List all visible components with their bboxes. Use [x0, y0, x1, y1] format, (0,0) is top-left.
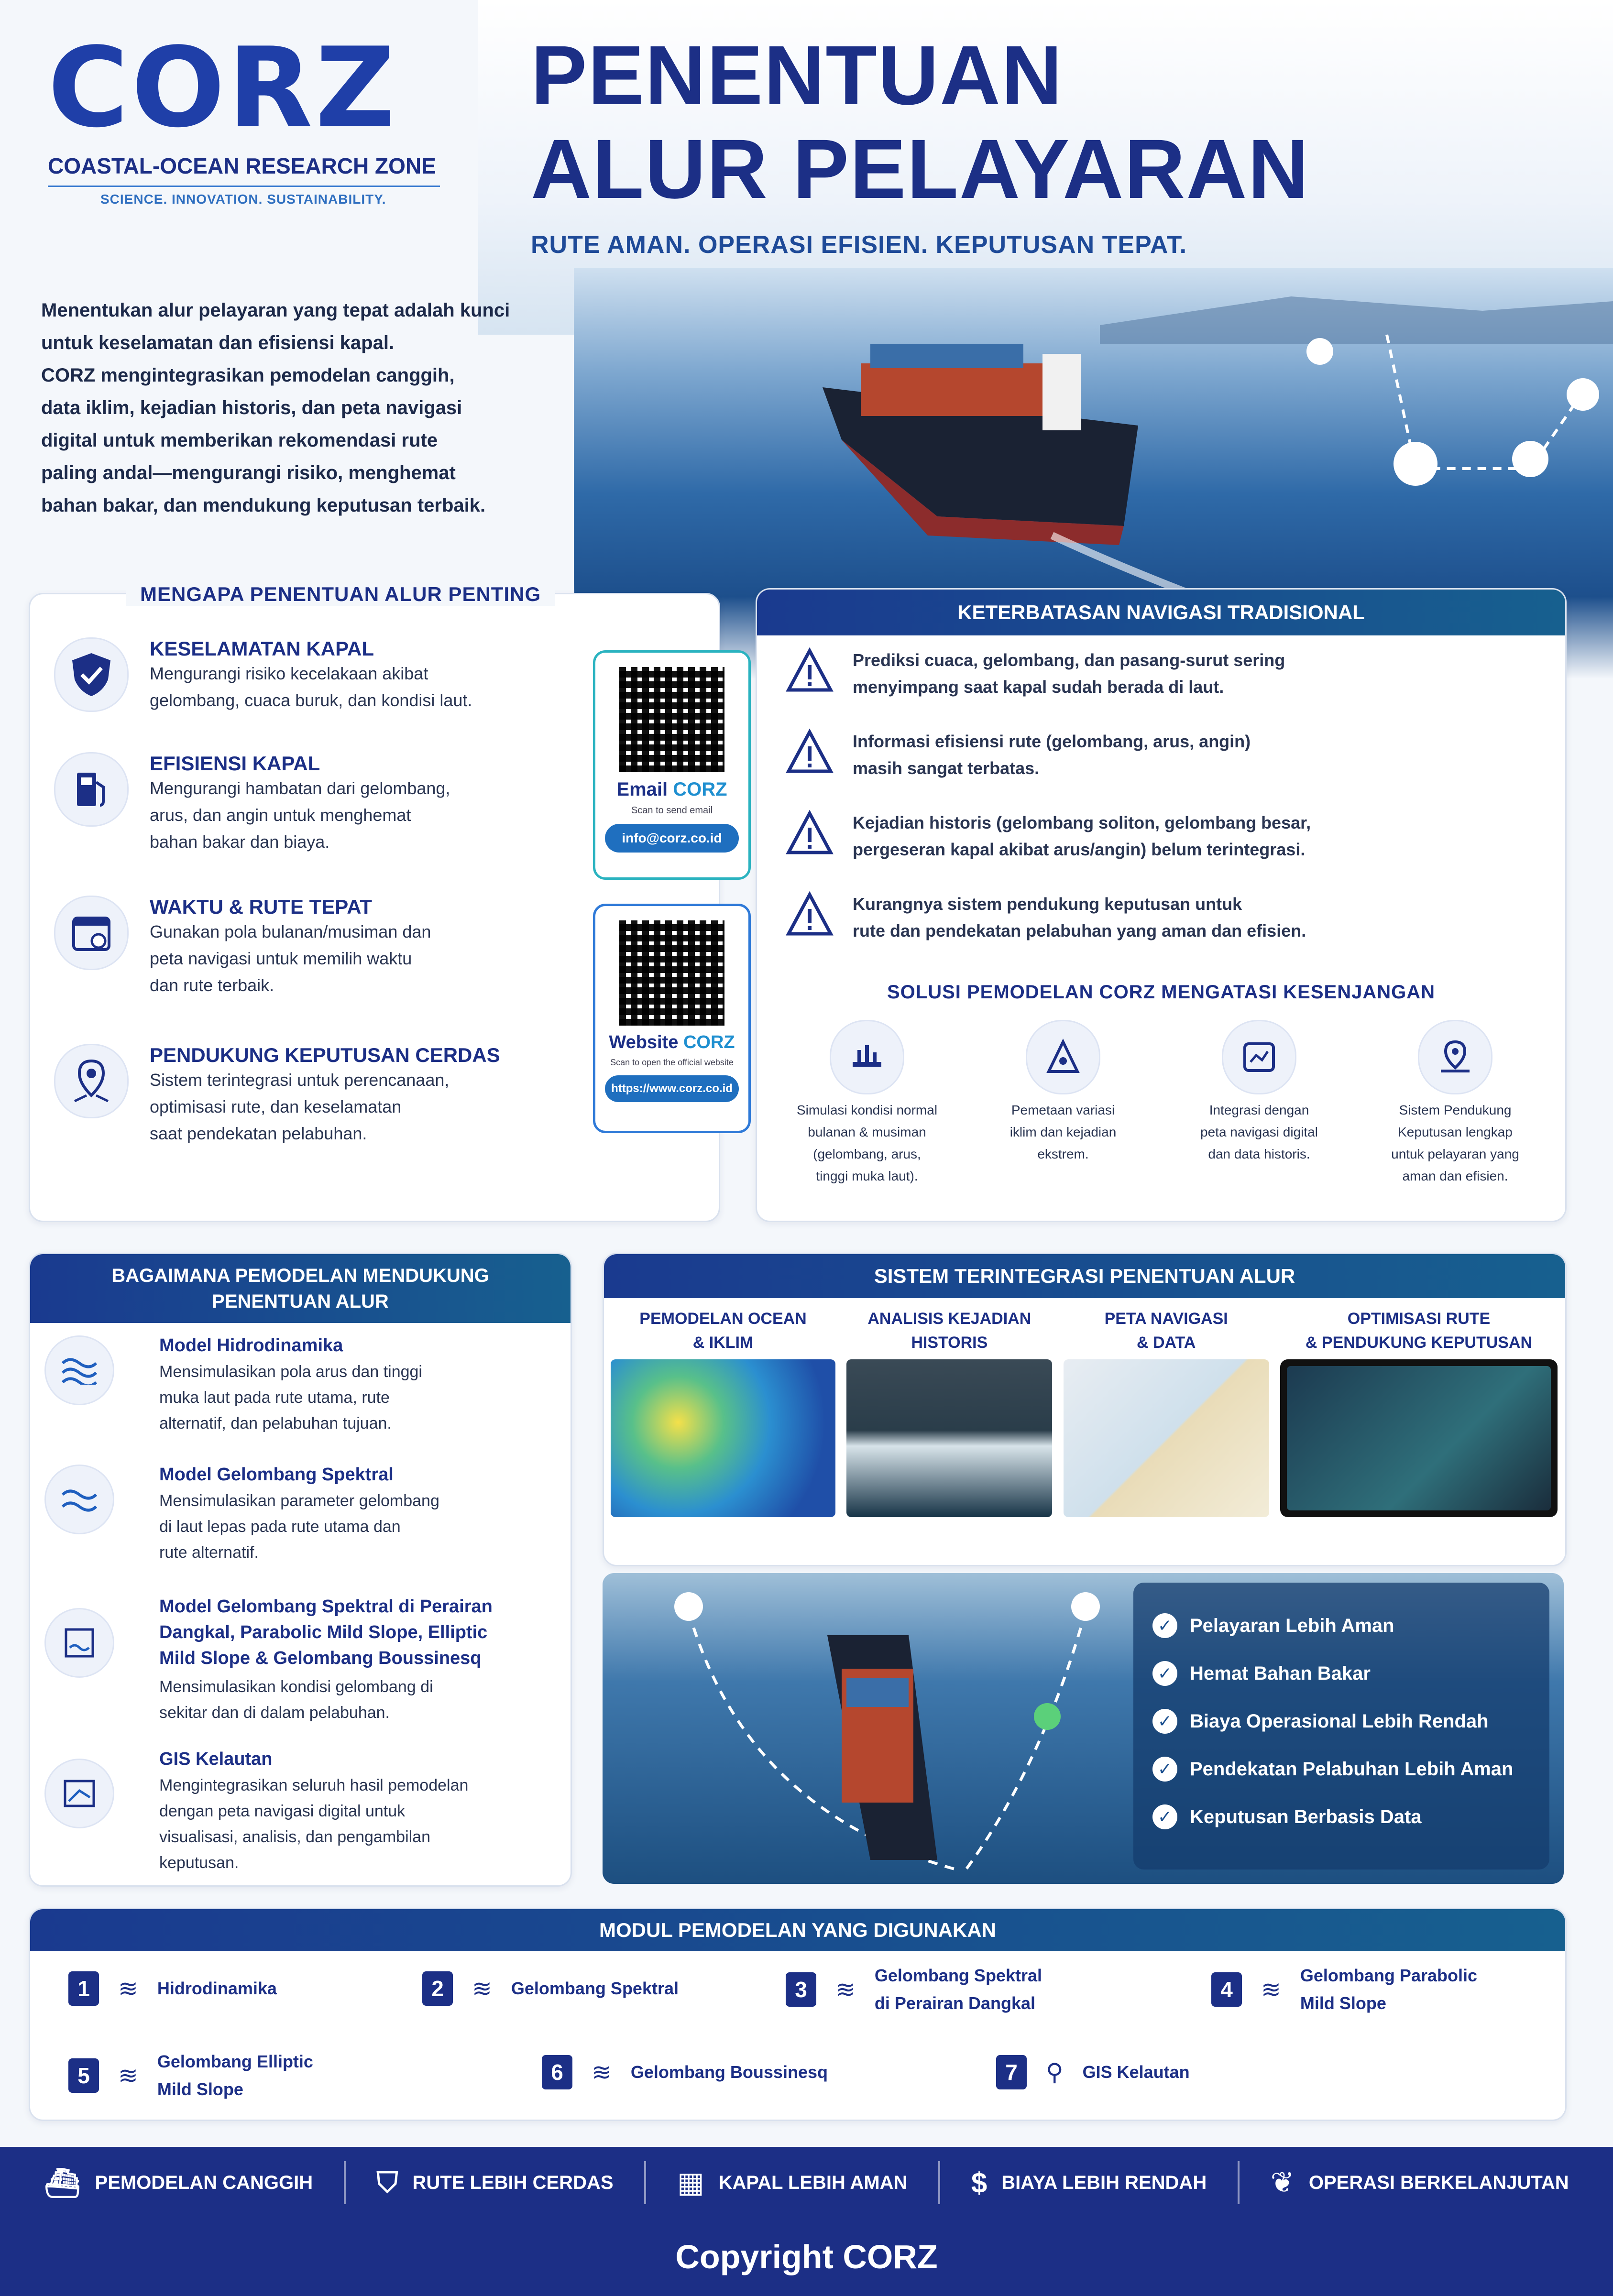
footer-item [377, 2166, 614, 2199]
solution-text: peta navigasi digital [1200, 1125, 1318, 1139]
module-number: 3 [786, 1972, 816, 2007]
building-icon: ▦ [677, 2166, 704, 2198]
benefit-item [1152, 1793, 1530, 1841]
limit-item [786, 728, 1251, 782]
check-circle-icon: ✓ [1152, 1757, 1177, 1782]
wave-icon: ≋ [472, 1975, 492, 2002]
ocean-model-image [611, 1359, 835, 1517]
solution-text: (gelombang, arus, [813, 1147, 921, 1161]
system-panel-title: PEMODELAN OCEAN [639, 1310, 807, 1328]
qr-website-card[interactable] [593, 904, 751, 1133]
how-item-desc: di laut lepas pada rute utama dan [159, 1518, 401, 1536]
qr-email-label: Email [616, 779, 673, 800]
gis-pin-icon: ⚲ [1046, 2059, 1064, 2086]
limit-item [786, 647, 1285, 700]
intro-line: digital untuk memberikan rekomendasi rute [41, 430, 438, 451]
integration-icon [1222, 1020, 1296, 1094]
benefit-item [1152, 1650, 1530, 1697]
page-title-line2: ALUR PELAYARAN [531, 122, 1310, 216]
check-circle-icon: ✓ [1152, 1613, 1177, 1638]
shield-check-icon [54, 637, 129, 712]
intro-line: untuk keselamatan dan efisiensi kapal. [41, 332, 395, 353]
wave-icon: ≋ [835, 1976, 856, 2003]
module-number: 6 [542, 2055, 572, 2089]
module-number: 1 [68, 1971, 99, 2006]
module-item [68, 1971, 277, 2006]
footer-label: OPERASI BERKELANJUTAN [1308, 2172, 1569, 2193]
how-title-line: PENENTUAN ALUR [212, 1291, 389, 1312]
module-label: Gelombang Parabolic [1300, 1966, 1477, 1985]
module-item [68, 2048, 313, 2103]
waves-icon [44, 1335, 114, 1405]
qr-code-email[interactable] [619, 667, 724, 772]
warning-icon [786, 809, 834, 857]
wave-icon: ≋ [592, 2059, 612, 2086]
check-circle-icon: ✓ [1152, 1709, 1177, 1734]
limits-card [756, 588, 1567, 1222]
warning-icon [786, 647, 834, 695]
warning-icon [786, 891, 834, 939]
wave-icon: ≋ [118, 2062, 138, 2089]
how-title-line: BAGAIMANA PEMODELAN MENDUKUNG [111, 1265, 489, 1286]
how-item-desc: Mensimulasikan pola arus dan tinggi [159, 1363, 422, 1381]
system-panel [611, 1307, 835, 1517]
intro-line: bahan bakar, dan mendukung keputusan terbaik. [41, 495, 486, 516]
copyright: Copyright CORZ [675, 2238, 938, 2275]
footer-label: BIAYA LEBIH RENDAH [1001, 2172, 1207, 2193]
solutions-title: SOLUSI PEMODELAN CORZ MENGATASI KESENJANGAN [887, 982, 1436, 1003]
footer-label: RUTE LEBIH CERDAS [412, 2172, 614, 2193]
logo-name: COASTAL-OCEAN RESEARCH ZONE [48, 153, 436, 178]
qr-email-hint: Scan to send email [631, 805, 713, 816]
module-item [422, 1971, 679, 2006]
gis-map-icon [44, 1759, 114, 1828]
solution-item [776, 1020, 958, 1187]
decision-icon [1418, 1020, 1492, 1094]
why-item-desc: gelombang, cuaca buruk, dan kondisi laut. [150, 690, 472, 710]
module-number: 2 [422, 1971, 453, 2006]
how-item-title: GIS Kelautan [159, 1749, 273, 1769]
why-item-desc: arus, dan angin untuk menghemat [150, 805, 411, 825]
footer-item [677, 2166, 908, 2199]
system-panel [1280, 1307, 1558, 1517]
dollar-icon: $ [971, 2166, 988, 2199]
why-item-desc: bahan bakar dan biaya. [150, 832, 330, 852]
system-card [603, 1253, 1567, 1566]
intro-line: CORZ mengintegrasikan pemodelan canggih, [41, 365, 455, 386]
why-item-title: WAKTU & RUTE TEPAT [150, 896, 373, 918]
system-panel-title: ANALISIS KEJADIAN [867, 1310, 1031, 1328]
system-title: SISTEM TERINTEGRASI PENENTUAN ALUR [604, 1254, 1565, 1298]
email-address-link[interactable]: info@corz.co.id [605, 824, 739, 853]
harbor-icon [44, 1608, 114, 1678]
module-label: Gelombang Spektral [874, 1966, 1042, 1985]
why-item-desc: Mengurangi hambatan dari gelombang, [150, 778, 450, 798]
solution-text: dan data historis. [1208, 1147, 1310, 1161]
check-circle-icon: ✓ [1152, 1661, 1177, 1686]
limit-text: Kurangnya sistem pendukung keputusan untuk [853, 894, 1242, 914]
why-item [54, 1044, 500, 1143]
module-label: Gelombang Spektral [511, 1979, 679, 1998]
shield-icon: ⛉ [376, 2166, 398, 2198]
limit-text: Prediksi cuaca, gelombang, dan pasang-surut sering [853, 650, 1285, 670]
header [531, 29, 1310, 259]
system-panel-title: OPTIMISASI RUTE [1347, 1310, 1491, 1328]
why-item-desc: optimisasi rute, dan keselamatan [150, 1097, 402, 1116]
how-item-title: Dangkal, Parabolic Mild Slope, Elliptic [159, 1622, 488, 1642]
benefit-label: Pendekatan Pelabuhan Lebih Aman [1190, 1758, 1514, 1780]
logo-tagline: SCIENCE. INNOVATION. SUSTAINABILITY. [100, 192, 386, 207]
footer-label: KAPAL LEBIH AMAN [718, 2172, 908, 2193]
module-item [786, 1962, 1042, 2017]
modules-title: MODUL PEMODELAN YANG DIGUNAKAN [30, 1909, 1565, 1951]
module-label: GIS Kelautan [1082, 2062, 1190, 2082]
ship-route-image [603, 1573, 1129, 1884]
system-panel-title: HISTORIS [911, 1334, 988, 1352]
website-url-link[interactable]: https://www.corz.co.id [605, 1075, 739, 1102]
why-item-title: KESELAMATAN KAPAL [150, 637, 374, 660]
benefit-item [1152, 1602, 1530, 1650]
how-item-desc: rute alternatif. [159, 1543, 259, 1562]
page-title-line1: PENENTUAN [531, 29, 1064, 122]
warning-icon [786, 728, 834, 776]
system-panel [846, 1307, 1052, 1517]
benefits-list [1133, 1583, 1549, 1870]
footer-label: PEMODELAN CANGGIH [95, 2172, 313, 2193]
module-label: Gelombang Boussinesq [630, 2062, 828, 2082]
how-item-title: Model Gelombang Spektral [159, 1465, 394, 1485]
how-item-desc: sekitar dan di dalam pelabuhan. [159, 1704, 390, 1722]
benefits-panel [603, 1573, 1564, 1884]
calendar-icon [54, 896, 129, 970]
how-item-desc: keputusan. [159, 1854, 239, 1872]
how-item-desc: Mensimulasikan parameter gelombang [159, 1492, 439, 1510]
spectral-wave-icon [44, 1465, 114, 1534]
decision-tablet-image [1280, 1359, 1558, 1517]
ship-icon: ⛴ [44, 2166, 81, 2199]
how-item [44, 1594, 493, 1722]
how-card [29, 1253, 572, 1887]
footer-item [1271, 2166, 1569, 2199]
how-item-desc: dengan peta navigasi digital untuk [159, 1802, 406, 1820]
wave-icon: ≋ [118, 1975, 138, 2002]
solution-text: tinggi muka laut). [816, 1169, 918, 1183]
module-item [996, 2055, 1190, 2089]
module-label: Gelombang Elliptic [157, 2052, 313, 2071]
intro-text [41, 294, 615, 522]
limit-text: pergeseran kapal akibat arus/angin) belum terintegrasi. [853, 840, 1306, 859]
benefit-label: Pelayaran Lebih Aman [1190, 1615, 1394, 1636]
modules-card [29, 1908, 1567, 2121]
variation-icon [1026, 1020, 1100, 1094]
route-pin-icon [54, 1044, 129, 1118]
why-item-desc: Mengurangi risiko kecelakaan akibat [150, 664, 428, 683]
why-item-desc: Sistem terintegrasi untuk perencanaan, [150, 1070, 450, 1090]
how-item-desc: Mensimulasikan kondisi gelombang di [159, 1678, 433, 1696]
qr-code-website[interactable] [619, 920, 724, 1026]
solution-item [972, 1020, 1154, 1187]
why-item-desc: dan rute terbaik. [150, 975, 274, 995]
qr-web-brand: CORZ [683, 1032, 735, 1052]
system-panel-title: PETA NAVIGASI [1104, 1310, 1228, 1328]
limit-text: Informasi efisiensi rute (gelombang, arus, angin) [853, 732, 1251, 751]
fuel-pump-icon [54, 752, 129, 827]
why-item [54, 637, 472, 712]
how-item-desc: Mengintegrasikan seluruh hasil pemodelan [159, 1776, 469, 1794]
check-circle-icon: ✓ [1152, 1804, 1177, 1829]
module-label: Hidrodinamika [157, 1979, 277, 1998]
why-item-title: PENDUKUNG KEPUTUSAN CERDAS [150, 1044, 500, 1066]
limits-title: KETERBATASAN NAVIGASI TRADISIONAL [757, 590, 1565, 635]
footer-item [971, 2166, 1207, 2199]
intro-line: data iklim, kejadian historis, dan peta navigasi [41, 397, 462, 418]
system-panel-title: & PENDUKUNG KEPUTUSAN [1305, 1334, 1533, 1352]
benefit-label: Keputusan Berbasis Data [1190, 1806, 1422, 1827]
benefit-label: Hemat Bahan Bakar [1190, 1662, 1371, 1684]
how-item-title: Model Hidrodinamika [159, 1335, 343, 1356]
page-subtitle: RUTE AMAN. OPERASI EFISIEN. KEPUTUSAN TEPAT. [531, 231, 1187, 259]
module-item [1211, 1962, 1477, 2017]
why-item-title: EFISIENSI KAPAL [150, 752, 320, 775]
how-title [30, 1254, 571, 1323]
logo-wordmark: CORZ [48, 24, 398, 152]
how-item [44, 1335, 422, 1432]
module-label: Mild Slope [157, 2079, 243, 2099]
module-label: Mild Slope [1300, 1993, 1386, 2013]
why-item-desc: Gunakan pola bulanan/musiman dan [150, 922, 431, 941]
limit-text: rute dan pendekatan pelabuhan yang aman dan efisien. [853, 921, 1306, 940]
why-item-desc: saat pendekatan pelabuhan. [150, 1124, 367, 1143]
solution-text: ekstrem. [1037, 1147, 1089, 1161]
solution-text: Pemetaan variasi [1011, 1103, 1115, 1117]
solution-item [1168, 1020, 1350, 1187]
solution-text: Simulasi kondisi normal [796, 1103, 938, 1117]
benefit-item [1152, 1745, 1530, 1793]
module-label: di Perairan Dangkal [874, 1993, 1036, 2013]
module-number: 5 [68, 2058, 99, 2093]
system-panel-title: & IKLIM [692, 1334, 754, 1352]
solution-text: untuk pelayaran yang [1391, 1147, 1519, 1161]
solution-text: Keputusan lengkap [1398, 1125, 1513, 1139]
why-item [54, 896, 431, 995]
solution-item [1364, 1020, 1546, 1187]
how-item-title: Model Gelombang Spektral di Perairan [159, 1596, 493, 1617]
how-item-desc: alternatif, dan pelabuhan tujuan. [159, 1414, 392, 1432]
limit-text: masih sangat terbatas. [853, 758, 1040, 778]
solution-text: aman dan efisien. [1402, 1169, 1508, 1183]
solution-text: Integrasi dengan [1209, 1103, 1309, 1117]
footer-item [44, 2166, 313, 2200]
intro-line: paling andal—mengurangi risiko, menghemat [41, 462, 456, 483]
system-panel-title: & DATA [1136, 1334, 1196, 1352]
limit-text: menyimpang saat kapal sudah berada di laut. [853, 677, 1224, 697]
cargo-ship-icon [823, 344, 1138, 545]
benefit-item [1152, 1697, 1530, 1745]
why-title: MENGAPA PENENTUAN ALUR PENTING [126, 583, 555, 606]
how-item-desc: muka laut pada rute utama, rute [159, 1389, 390, 1407]
how-item-title: Mild Slope & Gelombang Boussinesq [159, 1648, 482, 1668]
storm-ship-image [846, 1359, 1052, 1517]
why-item-desc: peta navigasi untuk memilih waktu [150, 949, 412, 968]
benefit-label: Biaya Operasional Lebih Rendah [1190, 1710, 1489, 1732]
why-item [54, 752, 450, 852]
module-number: 7 [996, 2055, 1027, 2089]
footer [0, 2147, 1613, 2296]
qr-email-card[interactable] [593, 650, 751, 880]
qr-web-label: Website [609, 1032, 683, 1052]
solution-text: bulanan & musiman [808, 1125, 926, 1139]
nautical-chart-image [1064, 1359, 1269, 1517]
logo [48, 24, 459, 220]
limit-text: Kejadian historis (gelombang soliton, gelombang besar, [853, 813, 1311, 832]
system-panel [1064, 1307, 1269, 1517]
solution-text: iklim dan kejadian [1009, 1125, 1117, 1139]
qr-web-hint: Scan to open the official website [610, 1058, 734, 1067]
module-number: 4 [1211, 1972, 1242, 2007]
intro-line: Menentukan alur pelayaran yang tepat adalah kunci [41, 300, 510, 321]
leaf-icon: ❦ [1270, 2166, 1295, 2198]
how-item [44, 1749, 469, 1872]
simulation-icon [830, 1020, 904, 1094]
wave-icon: ≋ [1261, 1976, 1281, 2003]
limit-item [786, 891, 1306, 944]
qr-email-brand: CORZ [673, 779, 727, 800]
module-item [542, 2055, 828, 2089]
limit-item [786, 809, 1311, 863]
solution-text: Sistem Pendukung [1399, 1103, 1512, 1117]
how-item-desc: visualisasi, analisis, dan pengambilan [159, 1828, 430, 1846]
how-item [44, 1465, 439, 1562]
